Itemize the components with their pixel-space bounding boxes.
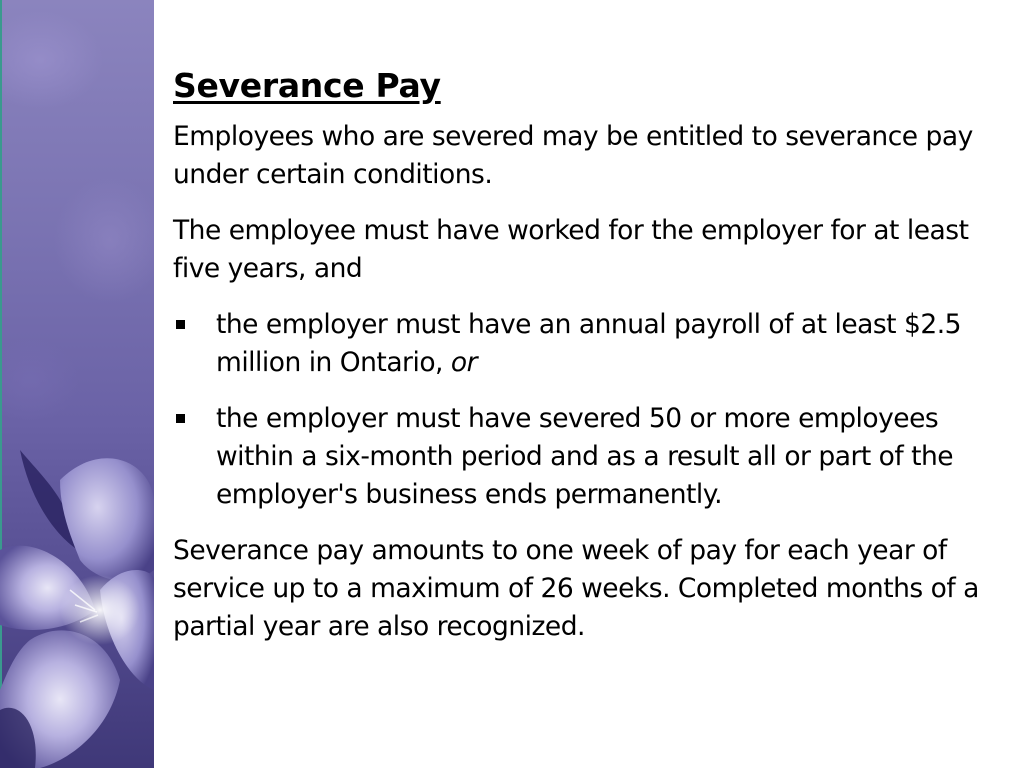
square-bullet-icon bbox=[176, 414, 185, 423]
amount-paragraph: Severance pay amounts to one week of pay for each year of service up to a maximum of 26 weeks. Completed months of a partial year are also recognized. bbox=[173, 535, 979, 642]
bullet-item-payroll bbox=[173, 306, 993, 382]
bullet-item-severed-employees bbox=[173, 400, 993, 514]
slide-content bbox=[173, 62, 993, 664]
eligibility-paragraph: The employee must have worked for the employer for at least five years, and bbox=[173, 215, 969, 284]
bullet-emphasis: or bbox=[450, 347, 478, 378]
decorative-sidebar bbox=[0, 0, 154, 768]
square-bullet-icon bbox=[176, 320, 185, 329]
intro-paragraph: Employees who are severed may be entitled to severance pay under certain conditions. bbox=[173, 121, 973, 190]
flower-icon bbox=[0, 440, 154, 768]
bullet-text: the employer must have severed 50 or more employees within a six-month period and as a result all or part of the employer's business ends permanently. bbox=[216, 403, 954, 510]
bullet-text: the employer must have an annual payroll of at least $2.5 million in Ontario, bbox=[216, 309, 961, 378]
slide-title: Severance Pay bbox=[173, 66, 441, 105]
